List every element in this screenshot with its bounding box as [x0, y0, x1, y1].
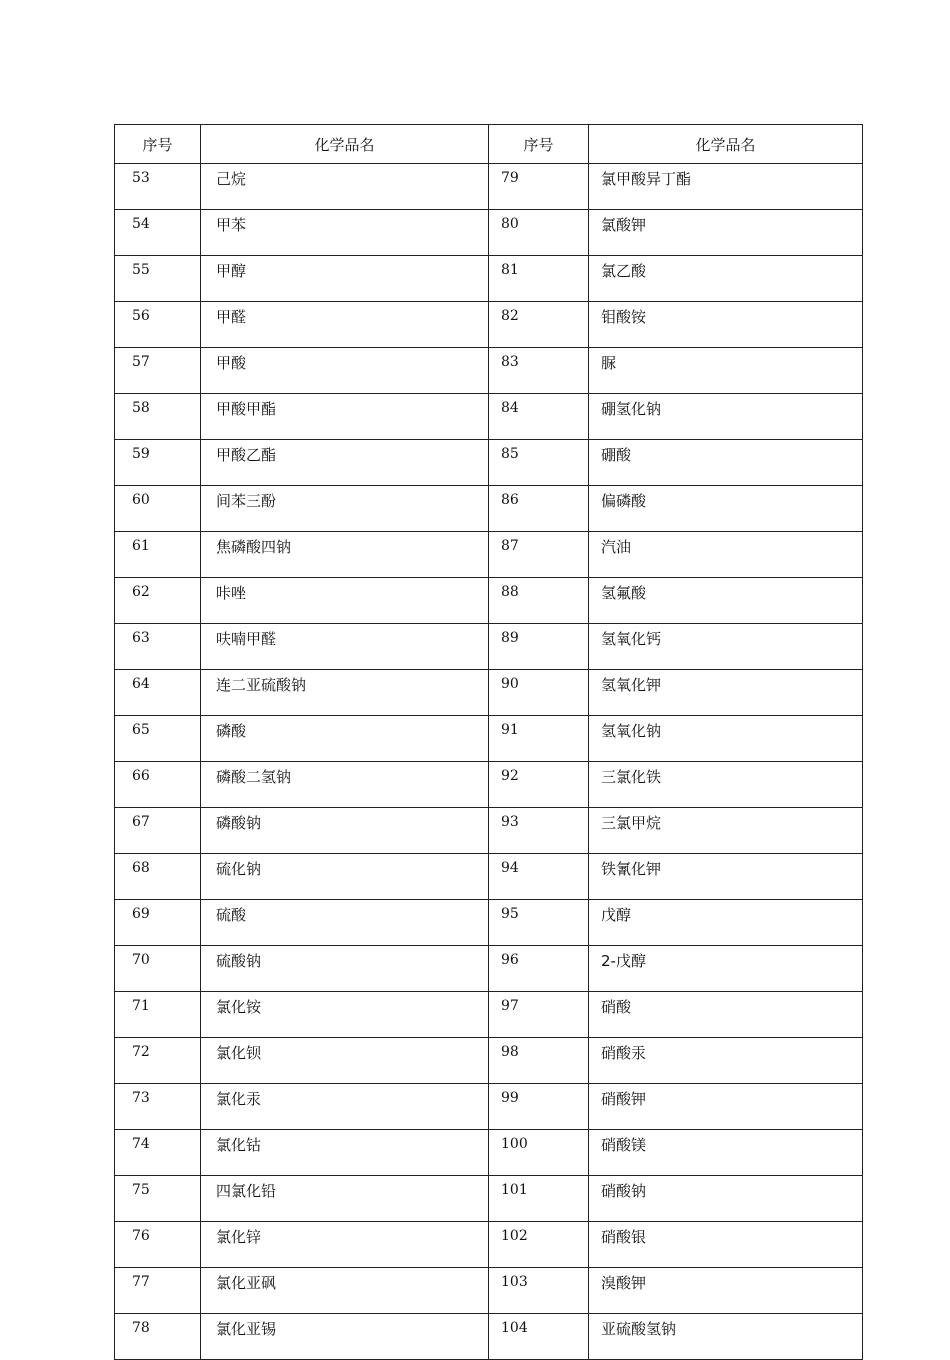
header-name-right: 化学品名 — [589, 125, 863, 164]
row-num-right: 83 — [489, 348, 589, 394]
row-num-right: 81 — [489, 256, 589, 302]
row-num-left: 66 — [115, 762, 201, 808]
row-num-left: 65 — [115, 716, 201, 762]
row-num-right: 97 — [489, 992, 589, 1038]
row-num-right: 94 — [489, 854, 589, 900]
row-name-right: 戊醇 — [589, 900, 863, 946]
row-name-left: 甲酸甲酯 — [201, 394, 489, 440]
row-num-left: 75 — [115, 1176, 201, 1222]
row-name-left: 氯化铵 — [201, 992, 489, 1038]
row-num-left: 63 — [115, 624, 201, 670]
row-num-left: 77 — [115, 1268, 201, 1314]
table-row — [115, 1176, 863, 1222]
row-num-left: 78 — [115, 1314, 201, 1360]
row-num-right: 104 — [489, 1314, 589, 1360]
table-row — [115, 532, 863, 578]
row-num-right: 86 — [489, 486, 589, 532]
row-name-right: 硝酸钾 — [589, 1084, 863, 1130]
row-num-right: 103 — [489, 1268, 589, 1314]
row-num-left: 59 — [115, 440, 201, 486]
row-name-right: 硝酸汞 — [589, 1038, 863, 1084]
row-name-right: 三氯化铁 — [589, 762, 863, 808]
header-num-right: 序号 — [489, 125, 589, 164]
table-row — [115, 1038, 863, 1084]
row-name-right: 氢氧化钙 — [589, 624, 863, 670]
table-row — [115, 1222, 863, 1268]
row-num-left: 54 — [115, 210, 201, 256]
table-body — [115, 164, 863, 1360]
row-name-left: 氯化汞 — [201, 1084, 489, 1130]
row-name-right: 偏磷酸 — [589, 486, 863, 532]
row-name-right: 氢氟酸 — [589, 578, 863, 624]
table-row — [115, 1268, 863, 1314]
table-row — [115, 164, 863, 210]
header-num-left: 序号 — [115, 125, 201, 164]
row-num-right: 93 — [489, 808, 589, 854]
row-num-left: 64 — [115, 670, 201, 716]
row-num-right: 95 — [489, 900, 589, 946]
row-num-right: 90 — [489, 670, 589, 716]
row-name-left: 甲醛 — [201, 302, 489, 348]
row-name-left: 咔唑 — [201, 578, 489, 624]
row-name-left: 间苯三酚 — [201, 486, 489, 532]
row-num-left: 71 — [115, 992, 201, 1038]
table-row — [115, 992, 863, 1038]
row-name-left: 氯化锌 — [201, 1222, 489, 1268]
row-name-right: 汽油 — [589, 532, 863, 578]
row-name-right: 硝酸镁 — [589, 1130, 863, 1176]
row-name-left: 甲酸 — [201, 348, 489, 394]
table-row — [115, 578, 863, 624]
table-row — [115, 1130, 863, 1176]
row-name-right: 氯乙酸 — [589, 256, 863, 302]
table-row — [115, 210, 863, 256]
row-num-left: 60 — [115, 486, 201, 532]
row-num-left: 72 — [115, 1038, 201, 1084]
row-name-left: 甲苯 — [201, 210, 489, 256]
row-name-left: 甲醇 — [201, 256, 489, 302]
row-name-left: 呋喃甲醛 — [201, 624, 489, 670]
table-row — [115, 946, 863, 992]
table-row — [115, 670, 863, 716]
row-name-right: 硝酸 — [589, 992, 863, 1038]
row-num-right: 89 — [489, 624, 589, 670]
row-name-left: 氯化钡 — [201, 1038, 489, 1084]
row-name-right: 氯酸钾 — [589, 210, 863, 256]
row-num-left: 68 — [115, 854, 201, 900]
row-name-left: 四氯化铅 — [201, 1176, 489, 1222]
row-name-left: 硫酸 — [201, 900, 489, 946]
row-name-left: 焦磷酸四钠 — [201, 532, 489, 578]
table-row — [115, 762, 863, 808]
row-num-right: 96 — [489, 946, 589, 992]
row-num-right: 101 — [489, 1176, 589, 1222]
table-row — [115, 256, 863, 302]
row-name-left: 己烷 — [201, 164, 489, 210]
row-num-right: 80 — [489, 210, 589, 256]
row-name-left: 氯化亚锡 — [201, 1314, 489, 1360]
row-num-left: 73 — [115, 1084, 201, 1130]
row-num-left: 53 — [115, 164, 201, 210]
row-name-left: 磷酸二氢钠 — [201, 762, 489, 808]
row-name-right: 三氯甲烷 — [589, 808, 863, 854]
row-num-left: 56 — [115, 302, 201, 348]
row-name-left: 磷酸 — [201, 716, 489, 762]
row-name-left: 硫酸钠 — [201, 946, 489, 992]
table-row — [115, 854, 863, 900]
row-name-right: 硼酸 — [589, 440, 863, 486]
row-num-right: 87 — [489, 532, 589, 578]
row-name-right: 硼氢化钠 — [589, 394, 863, 440]
table-header-row — [115, 125, 863, 164]
header-name-left: 化学品名 — [201, 125, 489, 164]
row-num-right: 91 — [489, 716, 589, 762]
row-name-right: 氯甲酸异丁酯 — [589, 164, 863, 210]
table-row — [115, 486, 863, 532]
row-name-right: 2-戊醇 — [589, 946, 863, 992]
table-row — [115, 1314, 863, 1360]
row-num-left: 55 — [115, 256, 201, 302]
table-row — [115, 716, 863, 762]
row-num-right: 100 — [489, 1130, 589, 1176]
row-name-left: 氯化亚砜 — [201, 1268, 489, 1314]
row-num-left: 74 — [115, 1130, 201, 1176]
table-row — [115, 624, 863, 670]
row-name-right: 氢氧化钾 — [589, 670, 863, 716]
chemical-table — [114, 124, 863, 1360]
row-name-right: 亚硫酸氢钠 — [589, 1314, 863, 1360]
row-name-right: 氢氧化钠 — [589, 716, 863, 762]
row-num-left: 69 — [115, 900, 201, 946]
row-num-right: 102 — [489, 1222, 589, 1268]
row-num-right: 98 — [489, 1038, 589, 1084]
row-num-right: 88 — [489, 578, 589, 624]
table-row — [115, 394, 863, 440]
table-row — [115, 900, 863, 946]
row-num-left: 57 — [115, 348, 201, 394]
table-row — [115, 808, 863, 854]
row-num-right: 92 — [489, 762, 589, 808]
table-row — [115, 348, 863, 394]
table-row — [115, 440, 863, 486]
row-num-right: 85 — [489, 440, 589, 486]
row-num-left: 70 — [115, 946, 201, 992]
table-row — [115, 302, 863, 348]
row-num-left: 61 — [115, 532, 201, 578]
row-name-left: 甲酸乙酯 — [201, 440, 489, 486]
table-row — [115, 1084, 863, 1130]
row-num-left: 62 — [115, 578, 201, 624]
row-name-left: 硫化钠 — [201, 854, 489, 900]
row-name-left: 磷酸钠 — [201, 808, 489, 854]
row-name-left: 氯化钴 — [201, 1130, 489, 1176]
row-num-left: 58 — [115, 394, 201, 440]
row-num-right: 82 — [489, 302, 589, 348]
row-name-right: 溴酸钾 — [589, 1268, 863, 1314]
row-name-right: 硝酸银 — [589, 1222, 863, 1268]
row-num-right: 79 — [489, 164, 589, 210]
row-num-left: 67 — [115, 808, 201, 854]
row-name-left: 连二亚硫酸钠 — [201, 670, 489, 716]
row-num-left: 76 — [115, 1222, 201, 1268]
row-num-right: 99 — [489, 1084, 589, 1130]
row-num-right: 84 — [489, 394, 589, 440]
row-name-right: 硝酸钠 — [589, 1176, 863, 1222]
row-name-right: 钼酸铵 — [589, 302, 863, 348]
row-name-right: 脲 — [589, 348, 863, 394]
row-name-right: 铁氰化钾 — [589, 854, 863, 900]
